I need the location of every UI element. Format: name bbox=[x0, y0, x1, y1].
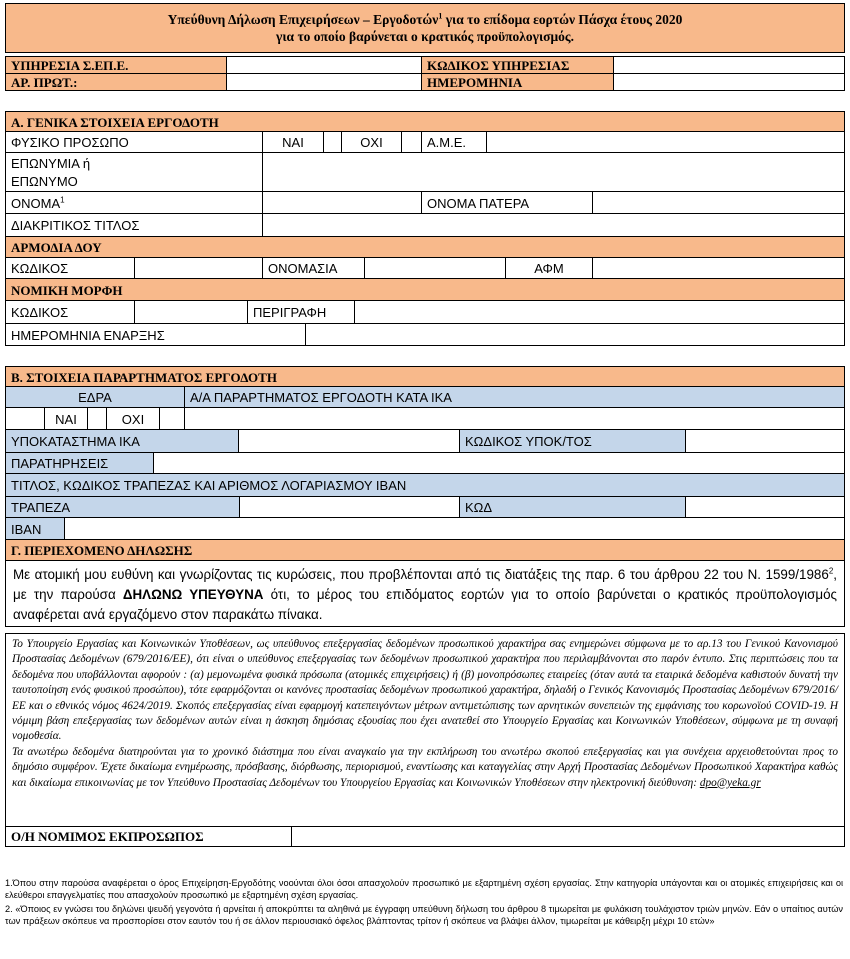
ame-label: Α.Μ.Ε. bbox=[421, 131, 487, 153]
ika-branch-code-field[interactable] bbox=[685, 429, 845, 453]
remarks-label: ΠΑΡΑΤΗΡΗΣΕΙΣ bbox=[5, 452, 154, 474]
seat-yes: ΝΑΙ bbox=[44, 407, 88, 430]
bank-code-label: ΚΩΔ bbox=[459, 496, 686, 518]
date-field[interactable] bbox=[613, 73, 845, 91]
branch-number-field[interactable] bbox=[184, 407, 845, 430]
dpo-email-link[interactable]: dpo@yeka.gr bbox=[699, 776, 761, 789]
section-a-title: Α. ΓΕΝΙΚΑ ΣΤΟΙΧΕΙΑ ΕΡΓΟΔΟΤΗ bbox=[5, 111, 845, 132]
tax-office-name-label: ΟΝΟΜΑΣΙΑ bbox=[262, 257, 365, 279]
afm-field[interactable] bbox=[592, 257, 845, 279]
tax-office-code-label: ΚΩΔΙΚΟΣ bbox=[5, 257, 135, 279]
representative-label: Ο/Η ΝΟΜΙΜΟΣ ΕΚΠΡΟΣΩΠΟΣ bbox=[5, 826, 292, 847]
company-name-label: ΕΠΩΝΥΜΙΑ ή ΕΠΩΝΥΜΟ bbox=[5, 152, 263, 192]
father-name-field[interactable] bbox=[592, 191, 845, 214]
tax-office-code-field[interactable] bbox=[134, 257, 263, 279]
first-name-label: ΟΝΟΜΑ$^1$ bbox=[5, 191, 263, 214]
iban-field[interactable] bbox=[64, 517, 845, 540]
service-code-label: ΚΩΔΙΚΟΣ ΥΠΗΡΕΣΙΑΣ bbox=[421, 56, 614, 74]
father-name-label: ΟΝΟΜΑ ΠΑΤΕΡΑ bbox=[421, 191, 593, 214]
bank-code-field[interactable] bbox=[685, 496, 845, 518]
seat-label: ΕΔΡΑ bbox=[5, 386, 185, 408]
ika-branch-field[interactable] bbox=[238, 429, 460, 453]
trade-title-label: ΔΙΑΚΡΙΤΙΚΟΣ ΤΙΤΛΟΣ bbox=[5, 213, 263, 237]
first-name-field[interactable] bbox=[262, 191, 422, 214]
ika-branch-label: ΥΠΟΚΑΤΑΣΤΗΜΑ ΙΚΑ bbox=[5, 429, 239, 453]
natural-person-no-box[interactable] bbox=[401, 131, 422, 153]
statement-box bbox=[5, 560, 845, 627]
natural-person-yes-box[interactable] bbox=[323, 131, 342, 153]
form-title: Υπεύθυνη Δήλωση Επιχειρήσεων – Εργοδοτών$^1$ για το επίδομα εορτών Πάσχα έτους 2020 για το οποίο βαρύνεται ο κρατικός προϋπολογισμός. bbox=[167, 11, 683, 44]
bank-label: ΤΡΑΠΕΖΑ bbox=[5, 496, 240, 518]
prot-label: ΑΡ. ΠΡΩΤ.: bbox=[5, 73, 227, 91]
seat-yes-box[interactable] bbox=[87, 407, 107, 430]
service-label: ΥΠΗΡΕΣΙΑ Σ.ΕΠ.Ε. bbox=[5, 56, 227, 74]
footnote-2: 2. «Όποιος εν γνώσει του δηλώνει ψευδή γεγονότα ή αρνείται ή αποκρύπτει τα αληθινά με έγγραφη υπεύθυνη δήλωση του άρθρου 8 τιμωρείται με φυλάκιση τουλάχιστον τριών μηνών. Εάν ο υπαίτιος αυτών των πράξεων σκόπευε να προσπορίσει στον εαυτόν του ή σε άλλον περιουσιακό όφελος βλάπτοντας τρίτον ή σκόπευε να βλάψει άλλον, τιμωρείται με κάθειρξη μέχρι 10 ετών» bbox=[5, 904, 843, 926]
bank-header: ΤΙΤΛΟΣ, ΚΩΔΙΚΟΣ ΤΡΑΠΕΖΑΣ ΚΑΙ ΑΡΙΘΜΟΣ ΛΟΓΑΡΙΑΣΜΟΥ IBAN bbox=[5, 473, 845, 497]
seat-no-box[interactable] bbox=[159, 407, 185, 430]
natural-person-no: ΟΧΙ bbox=[341, 131, 402, 153]
section-b-title: Β. ΣΤΟΙΧΕΙΑ ΠΑΡΑΡΤΗΜΑΤΟΣ ΕΡΓΟΔΟΤΗ bbox=[5, 366, 845, 387]
afm-label: ΑΦΜ bbox=[505, 257, 593, 279]
service-code-field[interactable] bbox=[613, 56, 845, 74]
statement-text: Με ατομική μου ευθύνη και γνωρίζοντας τις κυρώσεις, που προβλέπονται από τις διατάξεις της παρ. 6 του άρθρου 22 του Ν. 1599/1986$^2$, με την παρούσα ΔΗΛΩΝΩ ΥΠΕΥΘΥΝΑ ότι, το μέρος του επιδόματος εορτών για το οποίο βαρύνεται ο κρατικός προϋπολογισμός αναφέρεται ανά εργαζόμενο στον παρακάτω πίνακα. bbox=[13, 566, 837, 622]
prot-field[interactable] bbox=[226, 73, 422, 91]
legal-form-title: ΝΟΜΙΚΗ ΜΟΡΦΗ bbox=[5, 278, 845, 301]
legal-form-code-field[interactable] bbox=[134, 300, 248, 324]
natural-person-yes: ΝΑΙ bbox=[262, 131, 324, 153]
iban-label: IBAN bbox=[5, 517, 65, 540]
natural-person-label: ΦΥΣΙΚΟ ΠΡΟΣΩΠΟ bbox=[5, 131, 263, 153]
seat-left-margin bbox=[5, 407, 45, 430]
service-field[interactable] bbox=[226, 56, 422, 74]
legal-form-code-label: ΚΩΔΙΚΟΣ bbox=[5, 300, 135, 324]
gdpr-text: Το Υπουργείο Εργασίας και Κοινωνικών Υποθέσεων, ως υπεύθυνος επεξεργασίας δεδομένων προσωπικού χαρακτήρα σας ενημερώνει σύμφωνα με το αρ.13 του Γενικού Κανονισμού Προστασίας Δεδομένων (679/2016/ΕΕ), ότι είναι ο υπεύθυνος επεξεργασίας των δεδομένων προσωπικού χαρακτήρα που περιλαμβάνονται στο παρόν έντυπο. Στις περιπτώσεις που τα δεδομένα που υποβάλλονται αφορούν : (α) μεμονωμένα φυσικά πρόσωπα (ατομικές επιχειρήσεις) ή (β) μονοπρόσωπες εταιρείες (όταν αυτά τα εταιρικά δεδομένα καθιστούν δυνατή την ταυτοποίηση ενός φυσικού προσώπου), τότε εφαρμόζονται οι κανόνες προστασίας δεδομένων προσωπικού χαρακτήρα, δηλαδή ο Γενικός Κανονισμός Προστασίας Δεδομένων 679/2016/ΕΕ και ο εθνικός νόμος 4624/2019. Σκοπός επεξεργασίας είναι εφαρμογή κατεπειγόντων μέτρων αντιμετώπισης των αρνητικών συνεπειών της εμφάνισης του κορωνοϊού COVID-19. Η νόμιμη βάση επεξεργασίας των δεδομένων αυτών είναι η άσκηση δημόσιας εξουσίας που έχει ανατεθεί στο Υπουργείο Εργασίας και Κοινωνικών Υποθέσεων, σύμφωνα με τη συναφή νομοθεσία. Τα ανωτέρω δεδομένα διατηρούνται για το χρονικό διάστημα που είναι αναγκαίο για την εκπλήρωση του ανωτέρω σκοπού επεξεργασίας και για συνέχεια αρχειοθετούνται προς το δημόσιο συμφέρον. Έχετε δικαίωμα ενημέρωσης, πρόσβασης, διόρθωσης, περιορισμού, εναντίωσης και καταγγελίας στην Αρχή Προστασίας Δεδομένων Προσωπικού Χαρακτήρα καθώς και δικαίωμα επικοινωνίας με τον Υπεύθυνο Προστασίας Δεδομένων του Υπουργείου Εργασίας και Κοινωνικών Υποθέσεων στην ηλεκτρονική διεύθυνση: dpo@yeka.gr bbox=[12, 638, 838, 789]
branch-number-label: Α/Α ΠΑΡΑΡΤΗΜΑΤΟΣ ΕΡΓΟΔΟΤΗ ΚΑΤΑ ΙΚΑ bbox=[184, 386, 845, 408]
seat-no: ΟΧΙ bbox=[106, 407, 160, 430]
legal-form-description-label: ΠΕΡΙΓΡΑΦΗ bbox=[247, 300, 355, 324]
section-c-title: Γ. ΠΕΡΙΕΧΟΜΕΝΟ ΔΗΛΩΣΗΣ bbox=[5, 539, 845, 561]
trade-title-field[interactable] bbox=[262, 213, 845, 237]
start-date-field[interactable] bbox=[305, 323, 845, 346]
ame-field[interactable] bbox=[486, 131, 845, 153]
tax-office-name-field[interactable] bbox=[364, 257, 506, 279]
date-label: ΗΜΕΡΟΜΗΝΙΑ bbox=[421, 73, 614, 91]
gdpr-box bbox=[5, 633, 845, 827]
bank-field[interactable] bbox=[239, 496, 460, 518]
representative-field[interactable] bbox=[291, 826, 845, 847]
tax-office-title: ΑΡΜΟΔΙΑ ΔΟΥ bbox=[5, 236, 845, 258]
start-date-label: ΗΜΕΡΟΜΗΝΙΑ ΕΝΑΡΞΗΣ bbox=[5, 323, 306, 346]
legal-form-description-field[interactable] bbox=[354, 300, 845, 324]
company-name-field[interactable] bbox=[262, 152, 845, 192]
footnote-1: 1.Όπου στην παρούσα αναφέρεται ο όρος Επιχείρηση-Εργοδότης νοούνται όλοι όσοι απασχολούν προσωπικό με εξαρτημένη σχέση εργασίας. Στην κατηγορία υπάγονται και οι ατομικές επιχειρήσεις και οι ελεύθεροι επαγγελματίες που απασχολούν προσωπικό με εξαρτημένη σχέση εργασίας. bbox=[5, 878, 843, 900]
remarks-field[interactable] bbox=[153, 452, 845, 474]
ika-branch-code-label: ΚΩΔΙΚΟΣ ΥΠΟΚ/ΤΟΣ bbox=[459, 429, 686, 453]
